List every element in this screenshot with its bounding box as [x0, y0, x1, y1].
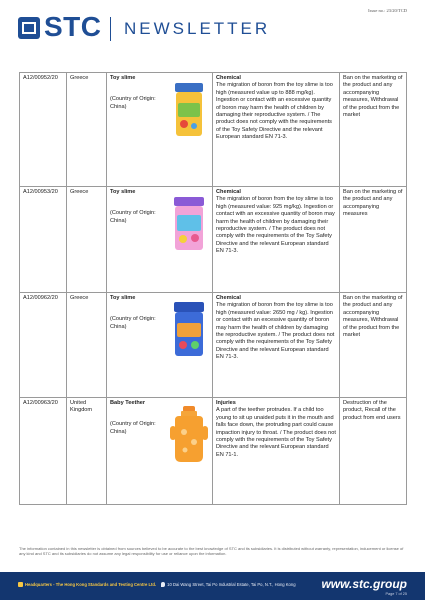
- country-cell: United Kingdom: [67, 398, 107, 505]
- product-cell: [107, 187, 213, 293]
- country-cell: Greece: [67, 187, 107, 293]
- product-name: Toy slime: [110, 295, 136, 301]
- country-cell: Greece: [67, 73, 107, 187]
- risk-type: Chemical: [216, 75, 241, 81]
- website-link[interactable]: www.stc.group: [321, 577, 407, 591]
- risk-description: The migration of boron from the toy slime is too high (measured value up to 888 mg/kg). Ingestion or contact with an excessive quantity of boron may harm the health of children by damaging their reproductive system. / The product does not comply with the requirements of the Toy Safety Directive and the relevant European standard EN 71-3.: [216, 82, 333, 141]
- logo-divider: [110, 17, 111, 41]
- product-name: Toy slime: [110, 75, 136, 81]
- hq-label: Headquarters - The Hong Kong Standards and Testing Centre Ltd.: [25, 582, 157, 587]
- risk-cell: [213, 73, 340, 187]
- newsletter-header: [0, 0, 425, 58]
- table-row: [20, 73, 407, 187]
- stc-logo-icon: [18, 17, 40, 39]
- baby-teether-photo: [169, 402, 209, 466]
- risk-cell: [213, 293, 340, 398]
- measures-cell: Ban on the marketing of the product and any accompanying measures, Withdrawal of the product from the market: [340, 293, 407, 398]
- measures-cell: Destruction of the product, Recall of the product from end users: [340, 398, 407, 505]
- risk-description: The migration of boron from the toy slime is too high (measured value: 925 mg/kg). Ingestion or contact with an excessive quantity of boron may harm the health of children by damaging their reproductive system. / The product does not comply with the requirements of the Toy Safety Directive and the relevant European standard EN 71-3.: [216, 196, 335, 255]
- product-cell: [107, 73, 213, 187]
- country-cell: Greece: [67, 293, 107, 398]
- product-name: Toy slime: [110, 189, 136, 195]
- footer-bar: [0, 572, 425, 600]
- slime-jar-photo: [169, 77, 209, 141]
- risk-description: The migration of boron from the toy slime is too high (measured value: 2650 mg / kg). Ingestion or contact with an excessive quantity of boron may harm the health of children by damaging the reproductive system. / The product does not comply with the requirements of the Toy Safety Directive and the relevant European standard EN 71-3.: [216, 302, 335, 361]
- table-row: [20, 187, 407, 293]
- product-cell: [107, 398, 213, 505]
- product-origin: (Country of Origin: China): [110, 421, 156, 435]
- risk-type: Injuries: [216, 400, 236, 406]
- table-row: [20, 398, 407, 505]
- page-number: Page 7 of 25: [385, 592, 407, 596]
- newsletter-title: NEWSLETTER: [124, 19, 271, 38]
- product-origin: (Country of Origin: China): [110, 96, 156, 110]
- slime-jar-photo: [169, 297, 209, 361]
- risk-type: Chemical: [216, 189, 241, 195]
- risk-cell: [213, 398, 340, 505]
- issue-number: Issue no.: 23/20/TCD: [368, 8, 407, 13]
- logo-text: STC: [44, 11, 102, 42]
- measures-cell: Ban on the marketing of the product and any accompanying measures: [340, 187, 407, 293]
- ref-cell: A12/00963/20: [20, 398, 67, 505]
- product-origin: (Country of Origin: China): [110, 316, 156, 330]
- product-origin: (Country of Origin: China): [110, 210, 156, 224]
- product-cell: [107, 293, 213, 398]
- ref-cell: A12/00953/20: [20, 187, 67, 293]
- ref-cell: A12/00962/20: [20, 293, 67, 398]
- recall-table: [19, 72, 407, 505]
- table-row: [20, 293, 407, 398]
- risk-type: Chemical: [216, 295, 241, 301]
- risk-cell: [213, 187, 340, 293]
- slime-jar-photo: [169, 191, 209, 255]
- disclaimer: The information contained in this newsletter is obtained from sources believed to be accurate to the best knowledge of STC and its subsidiaries. It is distributed without warranty, representation, inducement or license of any kind and STC and its subsidiaries do not assume any legal responsibility for use or reliance upon the information.: [19, 546, 404, 557]
- location-pin-icon: [161, 582, 165, 587]
- hq-address: 10 Dai Wang Street, Tai Po Industrial Estate, Tai Po, N.T., Hong Kong: [167, 582, 296, 587]
- risk-description: A part of the teether protrudes. If a child too young to sit up unaided puts it in the mouth and falls face down, the protruding part could cause impaction injury to throat. / The product does not comply with the requirements of the Toy Safety Directive and the relevant European standard EN 71-1.: [216, 407, 336, 458]
- product-name: Baby Teether: [110, 400, 146, 406]
- measures-cell: Ban on the marketing of the product and any accompanying measures, Withdrawal of the product from the market: [340, 73, 407, 187]
- building-icon: [18, 582, 23, 587]
- ref-cell: A12/00952/20: [20, 73, 67, 187]
- headquarters-line: [18, 582, 296, 587]
